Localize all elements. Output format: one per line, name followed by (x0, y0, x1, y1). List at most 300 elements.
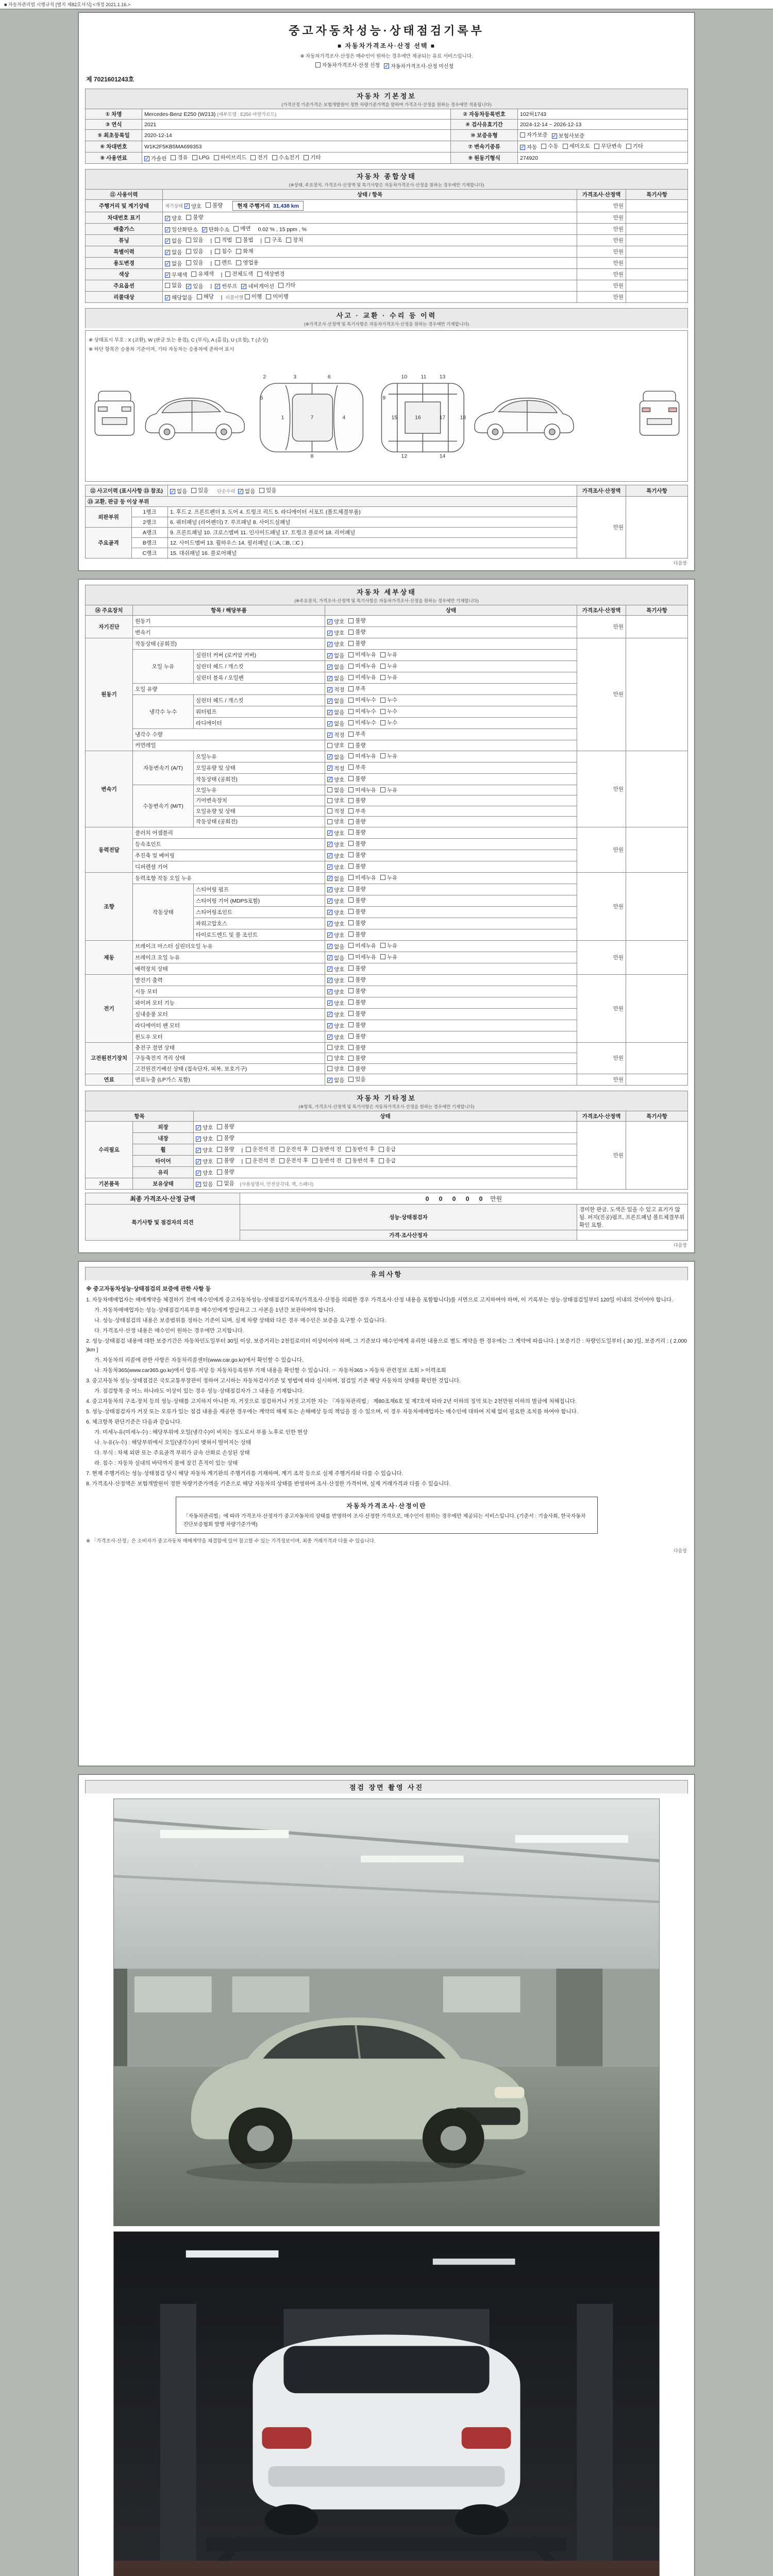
checkbox-box: ✓ (328, 978, 332, 984)
state-option[interactable] (348, 741, 365, 749)
misc-state-option[interactable] (196, 1124, 213, 1131)
state-option[interactable] (348, 719, 376, 726)
state-option[interactable] (327, 1033, 344, 1041)
state-option[interactable] (191, 270, 213, 278)
state-option[interactable] (380, 874, 397, 882)
state-option[interactable] (348, 908, 365, 916)
section-basic-info-header (85, 89, 688, 109)
checkbox-box (215, 260, 220, 265)
checkbox-label: 누유 (386, 787, 398, 793)
state-option[interactable] (327, 796, 344, 804)
state-option[interactable] (186, 282, 203, 290)
state-cell (325, 895, 577, 906)
state-option[interactable] (327, 841, 344, 849)
checkbox-label: 없음 (244, 488, 256, 495)
state-option[interactable] (348, 673, 376, 681)
simple-repair-option[interactable] (259, 486, 276, 494)
misc-item: 유리 (133, 1167, 194, 1178)
price-cell: 만원 (577, 1042, 626, 1074)
state-option[interactable] (348, 862, 365, 870)
state-option[interactable] (348, 796, 365, 804)
device-item: 실린더 커버 (로커암 커버) (194, 650, 325, 661)
state-option[interactable] (348, 1075, 365, 1083)
checkbox-label: 불량 (355, 976, 366, 983)
state-option[interactable] (245, 293, 262, 300)
checkbox-label: 미세누유 (355, 874, 376, 881)
state-option[interactable] (327, 807, 344, 815)
state-cell (325, 740, 577, 751)
checkbox-label: 불량 (224, 1135, 234, 1141)
checkbox-label: 응급 (385, 1146, 396, 1153)
state-option[interactable] (348, 1010, 365, 1018)
checkbox-box (348, 675, 354, 680)
misc-extra-option[interactable] (312, 1145, 342, 1153)
state-option[interactable] (348, 1032, 365, 1040)
checkbox-label: 미세누유 (355, 674, 376, 681)
state-option[interactable] (348, 874, 376, 882)
checkbox-box (191, 272, 196, 277)
state-option[interactable] (348, 987, 365, 995)
checkbox-label: 양호 (203, 1136, 213, 1142)
state-option[interactable] (327, 640, 344, 648)
state-option[interactable] (327, 977, 344, 985)
section-composite-note: (※상태, 주요장치, 가격조사·산정액 및 특기사항은 자동차가격조사·산정을 원하는 경우에만 기재합니다) (289, 182, 484, 188)
price-cell: 만원 (577, 224, 626, 235)
misc-extra-option[interactable] (246, 1145, 275, 1153)
value-year: 2021 (142, 120, 451, 130)
misc-state-option[interactable] (217, 1134, 234, 1142)
opinion-who: 가격·조사산정자 (240, 1230, 577, 1241)
checkbox-label: 운전석 후 (285, 1146, 309, 1153)
misc-extra-option[interactable] (346, 1157, 375, 1164)
checkbox-box (348, 720, 354, 725)
misc-state-option[interactable] (196, 1158, 213, 1165)
checkbox-box (217, 1158, 222, 1163)
checkbox-box (171, 155, 176, 160)
checkbox-box (348, 732, 354, 737)
state-option[interactable] (202, 226, 230, 233)
state-cell: ✓ 무채색 유채색 | 전체도색 색상변경 (163, 269, 577, 280)
device-item: 와이퍼 모터 기능 (133, 997, 325, 1008)
misc-extra-option[interactable] (279, 1157, 309, 1164)
checkbox-box (348, 652, 354, 657)
state-option[interactable] (327, 686, 344, 693)
misc-extra-option[interactable] (312, 1157, 342, 1164)
state-option[interactable] (348, 840, 365, 848)
transmission-option[interactable] (520, 143, 537, 151)
state-option[interactable] (327, 999, 344, 1007)
device-item: 충전구 절연 상태 (133, 1042, 325, 1053)
checkbox-box: ✓ (520, 144, 525, 150)
fuel-option[interactable] (144, 155, 166, 162)
checkbox-label: 양호 (334, 977, 345, 984)
state-option[interactable] (165, 271, 187, 279)
checkbox-box: ✓ (328, 619, 332, 625)
misc-state-option[interactable] (196, 1146, 213, 1154)
state-option[interactable] (186, 213, 203, 221)
usage-history-item: 특별이력 (86, 246, 163, 258)
section-basic-info-title: 자동차 기본정보 (357, 92, 416, 100)
state-option[interactable] (236, 247, 253, 255)
checkbox-label: LPG (198, 154, 210, 161)
state-option[interactable] (257, 270, 285, 278)
state-option[interactable] (348, 964, 365, 972)
checkbox-box: ✓ (165, 261, 170, 267)
device-group: 제동 (86, 940, 133, 974)
opinion-who: 성능·상태점검자 (240, 1205, 577, 1230)
state-option[interactable] (348, 818, 365, 825)
checkbox-box (348, 841, 354, 846)
state-option[interactable] (348, 930, 365, 938)
misc-extra-option[interactable] (246, 1157, 275, 1164)
price-survey-option[interactable] (384, 62, 453, 70)
misc-state-option[interactable] (196, 1169, 213, 1177)
checkbox-box (348, 931, 354, 937)
state-option[interactable] (327, 1011, 344, 1019)
warranty-option[interactable] (552, 132, 585, 140)
fuel-option[interactable] (272, 154, 300, 161)
accident-option[interactable] (170, 487, 187, 495)
state-option[interactable] (327, 618, 344, 625)
device-group: 고전원전기장치 (86, 1042, 133, 1074)
note-cell (626, 827, 688, 872)
state-option[interactable] (327, 818, 344, 825)
panel-photos (78, 1774, 695, 2576)
state-option[interactable] (327, 708, 344, 716)
misc-col-header: 가격조사·산정액 (577, 1111, 626, 1122)
final-price-label: 최종 가격조사·산정 금액 (86, 1193, 240, 1205)
state-option[interactable] (380, 942, 397, 950)
checkbox-box (327, 743, 332, 748)
state-option[interactable] (380, 752, 397, 760)
checkbox-label: 불량 (355, 920, 366, 926)
state-option[interactable] (215, 282, 237, 290)
misc-state-option[interactable] (217, 1157, 234, 1164)
state-option[interactable] (348, 807, 365, 815)
checkbox-label: 운전석 후 (285, 1158, 309, 1164)
state-option[interactable] (348, 775, 365, 783)
checkbox-box (348, 875, 354, 880)
state-option[interactable] (327, 1044, 344, 1052)
misc-extra-option[interactable] (346, 1145, 375, 1153)
state-option[interactable] (215, 247, 232, 255)
state-option[interactable] (327, 663, 344, 671)
basic-item-option[interactable] (217, 1179, 234, 1187)
state-option[interactable] (348, 851, 365, 859)
state-option[interactable] (348, 617, 365, 624)
state-option[interactable] (348, 1021, 365, 1029)
state-option[interactable] (186, 236, 203, 244)
state-option[interactable] (165, 237, 182, 245)
note-cell (626, 235, 688, 246)
state-option[interactable] (327, 629, 344, 637)
note-cell (626, 212, 688, 224)
checkbox-box: ✓ (328, 630, 332, 636)
checkbox-label: 양호 (334, 1044, 345, 1051)
state-option[interactable] (206, 201, 223, 209)
state-option[interactable] (327, 697, 344, 705)
checkbox-label: 적정 (334, 732, 345, 738)
state-option[interactable] (327, 652, 344, 659)
checkbox-box (197, 294, 202, 299)
state-option[interactable] (327, 786, 344, 794)
state-option[interactable] (380, 953, 397, 961)
device-item: 라디에이터 (194, 718, 325, 729)
state-option[interactable] (348, 1054, 365, 1062)
panel-number-label: 17 (439, 415, 446, 421)
checkbox-box (348, 1056, 354, 1061)
value-first-reg: 2020-12-14 (142, 130, 451, 141)
checkbox-label: 부족 (355, 808, 366, 815)
state-option[interactable] (165, 214, 182, 222)
state-option[interactable] (215, 259, 232, 266)
checkbox-label: 양호 (334, 742, 345, 749)
checkbox-box: ✓ (328, 687, 332, 693)
fuel-option[interactable] (250, 154, 267, 161)
state-option[interactable] (327, 753, 344, 761)
state-cell (325, 718, 577, 729)
checkbox-label: 양호 (334, 830, 345, 837)
checkbox-box (348, 709, 354, 714)
state-option[interactable] (165, 281, 182, 289)
device-item: 작동상태 (공회전) (194, 817, 325, 827)
state-option[interactable] (348, 976, 365, 984)
checkbox-label: 불량 (355, 618, 366, 624)
state-option[interactable] (241, 282, 274, 290)
state-option[interactable] (380, 673, 397, 681)
price-survey-option[interactable] (315, 61, 380, 69)
state-cell (325, 773, 577, 785)
state-option[interactable] (348, 953, 376, 961)
fuel-option[interactable] (304, 154, 321, 161)
checkbox-label: 양호 (334, 864, 345, 871)
rank-cell: B랭크 (132, 538, 168, 548)
state-option[interactable] (265, 236, 282, 244)
state-option[interactable] (348, 786, 376, 794)
state-option[interactable] (327, 776, 344, 784)
state-option[interactable] (186, 247, 203, 255)
state-option[interactable] (327, 852, 344, 860)
state-option[interactable] (348, 942, 376, 950)
transmission-option[interactable] (541, 142, 558, 150)
state-option[interactable] (233, 225, 250, 232)
value-reg-no: 102허1743 (518, 109, 688, 120)
checkbox-label: 자가보증 (527, 132, 548, 138)
checkbox-label: 구조 (272, 237, 282, 243)
accident-history-state: ✓ 없음 있음 단순수리 ✓ 없음 있음 (168, 485, 577, 497)
checkbox-label: 누유 (386, 663, 398, 669)
state-option[interactable] (327, 954, 344, 962)
simple-repair-option[interactable] (238, 487, 255, 495)
state-option[interactable] (327, 720, 344, 727)
state-option[interactable] (184, 202, 201, 210)
state-cell: 계기상태 ✓ 양호 불량 현재 주행거리 31,438 km (163, 200, 577, 212)
checkbox-label: 있음 (193, 248, 204, 255)
checkbox-label: 미세누유 (355, 954, 376, 960)
state-option[interactable] (348, 707, 376, 715)
state-option[interactable] (197, 293, 214, 300)
checkbox-box (348, 698, 354, 703)
state-option[interactable] (348, 896, 365, 904)
state-option[interactable] (348, 1065, 365, 1073)
state-option[interactable] (327, 731, 344, 739)
panel-number-label: 7 (310, 415, 314, 421)
checkbox-label: 화재 (243, 248, 254, 255)
state-option[interactable] (165, 260, 182, 267)
checkbox-box (348, 829, 354, 835)
checkbox-box (327, 787, 332, 792)
checkbox-box: ✓ (202, 227, 207, 233)
composite-state-table (85, 189, 688, 303)
basic-items-label: 보유상태 (133, 1178, 194, 1190)
checkbox-label: 불량 (355, 1010, 366, 1017)
checkbox-label: 불량 (355, 798, 366, 804)
state-option[interactable] (348, 628, 365, 636)
basic-item-option[interactable] (196, 1180, 213, 1188)
checkbox-box: ✓ (328, 899, 332, 904)
state-option[interactable] (327, 920, 344, 928)
state-option[interactable] (348, 998, 365, 1006)
state-option[interactable] (348, 696, 376, 704)
state-option[interactable] (225, 270, 253, 278)
misc-extra-option[interactable] (379, 1157, 396, 1164)
state-option[interactable] (348, 764, 365, 771)
state-option[interactable] (327, 1022, 344, 1030)
panel-overview (78, 12, 695, 571)
fuel-option[interactable] (171, 154, 188, 161)
state-option[interactable] (348, 752, 376, 760)
misc-extra-option[interactable] (379, 1145, 396, 1153)
panel-number-label: 15 (391, 415, 398, 421)
device-item: 발전기 출력 (133, 974, 325, 986)
basic-items-group: 기본품목 (86, 1178, 133, 1190)
state-option[interactable] (327, 1065, 344, 1073)
note-cell (626, 269, 688, 280)
state-option[interactable] (380, 786, 397, 794)
device-item: 오일유량 및 상태 (194, 762, 325, 773)
inspection-photo-workshop (113, 1799, 660, 2226)
state-option[interactable] (348, 651, 376, 658)
misc-state-option[interactable] (217, 1145, 234, 1153)
state-option[interactable] (348, 662, 376, 670)
checkbox-label: 미세누유 (355, 652, 376, 658)
note-cell (626, 224, 688, 235)
checkbox-label: 누수 (386, 697, 398, 703)
misc-extra-option[interactable] (279, 1145, 309, 1153)
state-option[interactable] (348, 828, 365, 836)
state-option[interactable] (327, 829, 344, 837)
state-option[interactable] (165, 248, 182, 256)
transmission-option[interactable] (626, 142, 643, 150)
state-option[interactable] (348, 919, 365, 927)
state-option[interactable] (327, 674, 344, 682)
state-option[interactable] (348, 730, 365, 738)
state-option[interactable] (236, 236, 253, 244)
checkbox-box: ✓ (165, 215, 170, 222)
state-option[interactable] (380, 719, 397, 726)
state-option[interactable] (327, 875, 344, 883)
state-option[interactable] (327, 741, 344, 749)
repair-need-group: 수리필요 (86, 1122, 133, 1178)
state-option[interactable] (348, 685, 365, 692)
state-option[interactable] (278, 281, 295, 289)
state-option[interactable] (165, 294, 193, 301)
state-option[interactable] (380, 662, 397, 670)
state-option[interactable] (327, 765, 344, 772)
checkbox-box (348, 863, 354, 869)
state-option[interactable] (380, 696, 397, 704)
misc-state-option[interactable] (217, 1168, 234, 1176)
checkbox-label: 매연 (240, 226, 251, 232)
rank-cell: 2랭크 (132, 517, 168, 528)
device-item: 오일누유 (194, 785, 325, 795)
state-option[interactable] (327, 863, 344, 871)
notice-paragraph: 다. 가격조사·산정 내용은 매수인이 원하는 경우에만 고지합니다. (94, 1328, 244, 1334)
state-option[interactable] (327, 886, 344, 894)
device-item: 원동기 (133, 616, 325, 627)
state-option[interactable] (327, 909, 344, 917)
panel-number-label: 5 (260, 395, 263, 401)
state-option[interactable] (327, 931, 344, 939)
state-option[interactable] (286, 236, 303, 244)
accident-option[interactable] (191, 486, 208, 494)
checkbox-box (563, 144, 568, 149)
checkbox-box (246, 1158, 251, 1163)
checkbox-box: ✓ (328, 777, 332, 783)
checkbox-label: 누수 (386, 720, 398, 726)
checkbox-box (191, 488, 196, 493)
checkbox-label: 양호 (334, 776, 345, 783)
state-option[interactable] (327, 1076, 344, 1084)
state-option[interactable] (380, 651, 397, 658)
misc-state-option[interactable] (196, 1135, 213, 1143)
panel-number-label: 14 (439, 453, 446, 460)
misc-state-option[interactable] (217, 1123, 234, 1130)
opinion-text (577, 1230, 687, 1241)
state-option[interactable] (348, 885, 365, 893)
state-option[interactable] (165, 226, 198, 233)
fuel-option[interactable] (214, 154, 247, 161)
panel-number-label: 12 (401, 453, 408, 460)
state-option[interactable] (327, 943, 344, 951)
state-option[interactable] (348, 639, 365, 647)
fuel-option[interactable] (192, 155, 210, 161)
state-option[interactable] (266, 293, 288, 300)
state-option[interactable] (348, 1044, 365, 1052)
transmission-option[interactable] (563, 142, 591, 150)
composite-col-header: 상태 / 항목 (163, 190, 577, 200)
state-cell (325, 872, 577, 884)
device-item: 윈도우 모터 (133, 1031, 325, 1042)
state-option[interactable] (327, 988, 344, 996)
checkbox-box (380, 652, 385, 657)
state-option[interactable] (327, 897, 344, 905)
panel-number-label: 4 (342, 415, 346, 421)
note-cell (626, 1042, 688, 1074)
state-option[interactable] (236, 259, 258, 266)
checkbox-box (348, 664, 354, 669)
transmission-option[interactable] (594, 142, 622, 150)
usage-history-item: 차대번호 표기 (86, 212, 163, 224)
warranty-option[interactable] (520, 131, 548, 139)
state-option[interactable] (327, 1054, 344, 1062)
state-option[interactable] (186, 259, 203, 266)
state-option[interactable] (380, 707, 397, 715)
state-option[interactable] (215, 236, 232, 244)
state-option[interactable] (327, 965, 344, 973)
notice-paragraph: 다. 부식 : 차체 외판 또는 주요골격 부위가 금속 산화로 손상된 상태 (94, 1450, 250, 1456)
usage-history-item: 색상 (86, 269, 163, 280)
